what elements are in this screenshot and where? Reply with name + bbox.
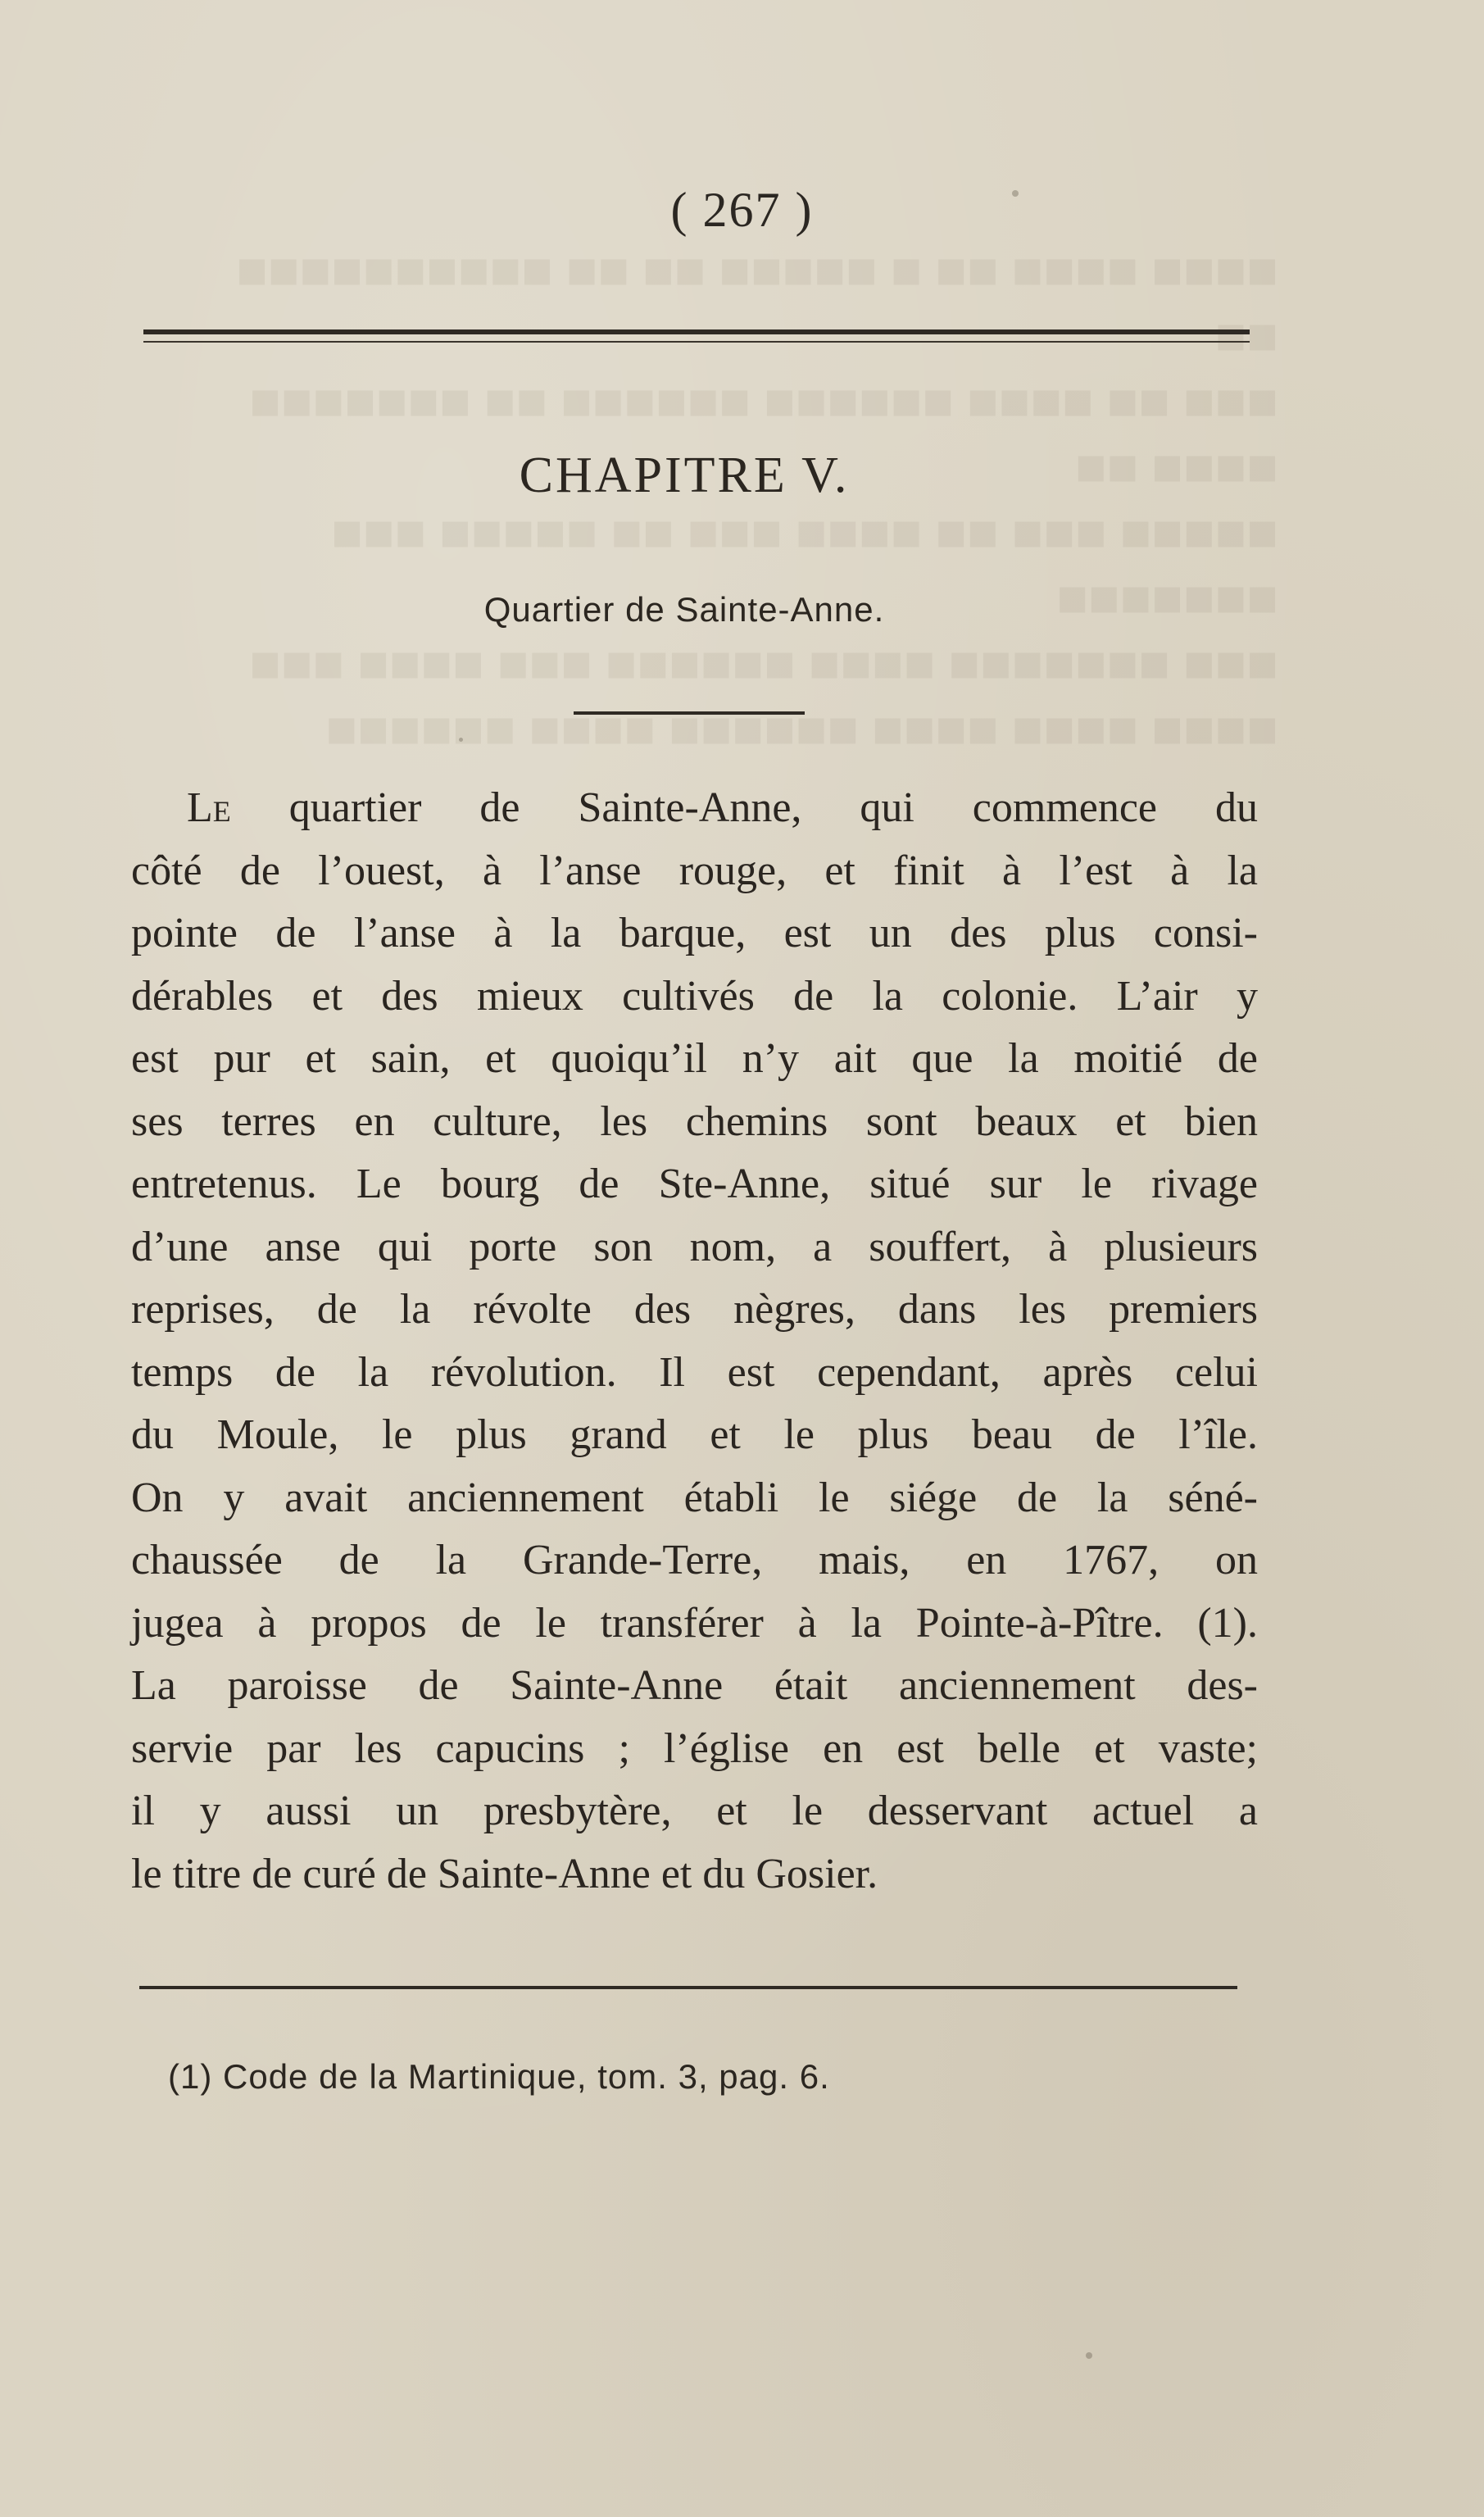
drop-lead-word: Le: [187, 784, 231, 831]
text-line: temps de la révolution. Il est cependant, après celui: [131, 1348, 1258, 1396]
chapter-title: CHAPITRE V.: [519, 448, 850, 503]
paper-speck: [459, 738, 463, 742]
text-line: On y avait anciennement établi le siége de la séné-: [131, 1474, 1258, 1521]
text-line: chaussée de la Grande-Terre, mais, en 1767, on: [131, 1537, 1258, 1583]
chapter-subtitle: Quartier de Sainte-Anne.: [483, 590, 885, 629]
text-line: il y aussi un presbytère, et le desservant actuel a: [131, 1788, 1258, 1834]
text-line: d’une anse qui porte son nom, a souffert, à plusieurs: [131, 1223, 1258, 1270]
text-line: le titre de curé de Sainte-Anne et du Gosier.: [131, 1850, 878, 1897]
footnote-rule: [139, 1986, 1237, 1989]
header-rule-thin: [143, 341, 1250, 343]
text-line: du Moule, le plus grand et le plus beau de l’île.: [131, 1411, 1258, 1458]
text-line: servie par les capucins ; l’église en est belle et vaste;: [131, 1724, 1258, 1772]
text-line: Le quartier de Sainte-Anne, qui commence du: [187, 784, 1258, 831]
header-double-rule: [143, 329, 1250, 344]
body-paragraph: [131, 777, 1258, 1906]
text-line: jugea à propos de le transférer à la Pointe-à-Pître. (1).: [131, 1599, 1258, 1647]
paper-speck: [1012, 190, 1019, 197]
text-line: pointe de l’anse à la barque, est un des plus consi-: [131, 910, 1258, 956]
header-rule-thick: [143, 329, 1250, 334]
footnote: (1) Code de la Martinique, tom. 3, pag. 6.: [168, 2057, 830, 2096]
text-line: est pur et sain, et quoiqu’il n’y ait que la moitié de: [131, 1035, 1258, 1082]
text-line: entretenus. Le bourg de Ste-Anne, situé sur le rivage: [131, 1161, 1258, 1207]
text-line: reprises, de la révolte des nègres, dans les premiers: [131, 1286, 1258, 1333]
text-line: La paroisse de Sainte-Anne était anciennement des-: [131, 1662, 1258, 1709]
section-divider: [574, 711, 805, 715]
text-line: côté de l’ouest, à l’anse rouge, et finit à l’est à la: [131, 847, 1258, 894]
text-line: ses terres en culture, les chemins sont beaux et bien: [131, 1097, 1258, 1145]
paper-speck: [1086, 2352, 1092, 2359]
text-line: dérables et des mieux cultivés de la colonie. L’air y: [131, 972, 1258, 1020]
bleed-through-texture: ■■■■ ■■■■ ■■ ■ ■■■■■ ■■ ■■ ■■■■■■■■■■ ■■ ■■■ ■■ ■■■■ ■■■■■■ ■■■■■■ ■■ ■■■■■■■ ■■■■ ■■ ■■■■■ ■■■ ■■ ■■■■ ■■■ ■■ ■■■■■ ■■■ ■■■■■■■ ■■■ ■■■■■■■ ■■■■ ■■■■■■ ■■■ ■■■■ ■■■ ■■■■ ■■■■ ■■■■ ■■■■■■ ■■■■ ■■■■■■: [236, 241, 1278, 758]
page-number: ( 267 ): [670, 183, 814, 237]
